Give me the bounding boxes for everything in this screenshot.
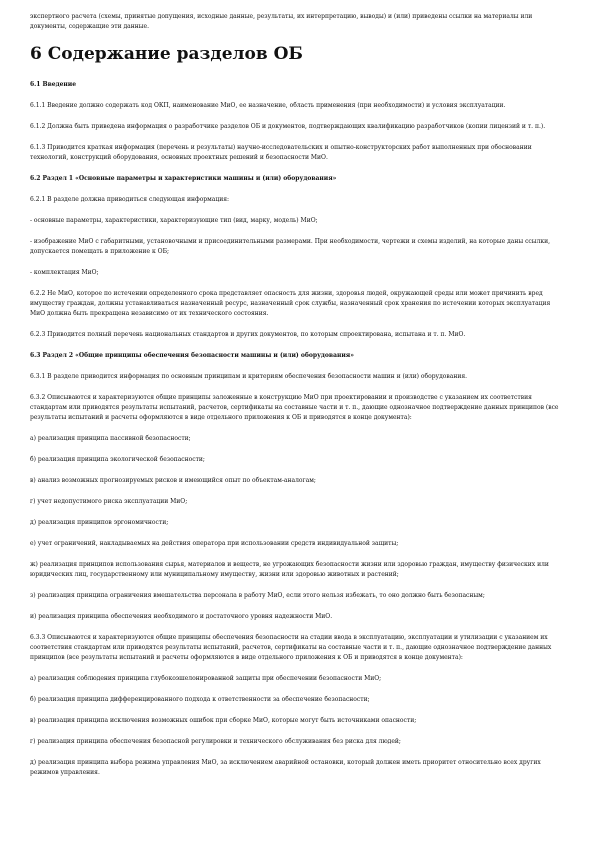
paragraph: 6.2.2 Не МиО, которое по истечении определенного срока представляет опасность для жизни, здоровья людей, окружающей среды или может причинить вред имуществу граждан, должны устанавливаться назначенный ресурс, назначенный срок службы, назначенный срок хранения по истечении которых эксплуатация МиО должна быть прекращена независимо от их технического состояния. — [30, 290, 551, 317]
paragraph: 6.3.1 В разделе приводится информация по основным принципам и критериям обеспечения безопасности машин и (или) оборудования. — [30, 373, 468, 380]
paragraph: 6.1.3 Приводится краткая информация (перечень и результаты) научно-исследовательских и опытно-конструкторских работ выполненных при обосновании технологий, конструкций оборудования, основных проектных решений и безопасности МиО. — [30, 144, 532, 161]
paragraph: и) реализация принципа обеспечения необходимого и достаточного уровня надежности МиО. — [30, 613, 333, 620]
paragraph: з) реализация принципа ограничения вмешательства персонала в работу МиО, если этого нельзя избежать, то оно должно быть безопасным; — [30, 592, 485, 599]
section-heading: 6 Содержание разделов ОБ — [30, 44, 303, 64]
paragraph: а) реализация соблюдения принципа глубокоэшелонированной защиты при обеспечении безопасности МиО; — [30, 675, 382, 682]
document-page — [30, 12, 562, 789]
paragraph: д) реализация принципа выбора режима управления МиО, за исключением аварийной остановки, который должен иметь приоритет относительно всех других режимов управления. — [30, 759, 541, 776]
paragraph: - основные параметры, характеристики, характеризующие тип (вид, марку, модель) МиО; — [30, 217, 318, 224]
paragraph: 6.3 Раздел 2 «Общие принципы обеспечения безопасности машины и (или) оборудования» — [30, 352, 354, 359]
paragraph: г) учет недопустимого риска эксплуатации МиО; — [30, 498, 188, 505]
paragraph: - изображение МиО с габаритными, установочными и присоединительными размерами. При необходимости, чертежи и схемы изделий, на которые даны ссылки, допускается помещать в приложение к ОБ; — [30, 238, 551, 255]
paragraph: 6.2.1 В разделе должна приводиться следующая информация: — [30, 196, 230, 203]
paragraph: а) реализация принципа пассивной безопасности; — [30, 435, 191, 442]
paragraph: 6.2.3 Приводится полный перечень национальных стандартов и других документов, по которым спроектирована, испытана и т. п. МиО. — [30, 331, 466, 338]
paragraph: б) реализация принципа дифференцированного подхода к ответственности за обеспечение безопасности; — [30, 696, 370, 703]
paragraph: е) учет ограничений, накладываемых на действия оператора при использовании средств индивидуальной защиты; — [30, 540, 399, 547]
paragraph: б) реализация принципа экологической безопасности; — [30, 456, 205, 463]
paragraph: 6.1.1 Введение должно содержать код ОКП, наименование МиО, ее назначение, область применения (при необходимости) и условия эксплуатации. — [30, 102, 506, 109]
paragraph: 6.3.3 Описываются и характеризуются общие принципы обеспечения безопасности на стадии ввода в эксплуатацию, эксплуатации и утилизации с указанием их соответствия стандартам или приводятся результаты испытаний, расчетов, сертификаты на составные части и т. п., дающие однозначное подтверждение данных принципов (все результаты испытаний и расчеты оформляются в виде отдельного приложения к ОБ и приводятся в конце документа): — [30, 634, 552, 661]
paragraph: 6.3.2 Описываются и характеризуются общие принципы заложенные в конструкцию МиО при проектировании и производстве с указанием их соответствия стандартам или приводятся результаты испытаний, расчетов, сертификаты на составные части и т. п., дающие однозначное подтверждение данных принципов (все результаты испытаний и расчеты оформляются в виде отдельного приложения к ОБ и приводятся в конце документа): — [30, 394, 559, 421]
paragraph: ж) реализация принципов использования сырья, материалов и веществ, не угрожающих безопасности жизни или здоровью граждан, имуществу физических или юридических лиц, государственному или муниципальному имуществу, жизни или здоровью животных и растений; — [30, 561, 549, 578]
paragraph: г) реализация принципа обеспечения безопасной регулировки и технического обслуживания без риска для людей; — [30, 738, 401, 745]
paragraph: 6.1 Введение — [30, 81, 77, 88]
paragraph: в) реализация принципа исключения возможных ошибок при сборке МиО, которые могут быть источниками опасности; — [30, 717, 417, 724]
paragraph: 6.2 Раздел 1 «Основные параметры и характеристики машины и (или) оборудования» — [30, 175, 337, 182]
paragraph: - комплектация МиО; — [30, 269, 99, 276]
paragraph: д) реализация принципов эргономичности; — [30, 519, 169, 526]
paragraph: в) анализ возможных прогнозируемых рисков и имеющийся опыт по объектам-аналогам; — [30, 477, 316, 484]
intro-paragraph: экспертного расчета (схемы, принятые допущения, исходные данные, результаты, их интерпретацию, выводы) и (или) приведены ссылки на материалы или документы, содержащие эти данные. — [30, 13, 533, 30]
paragraph: 6.1.2 Должна быть приведена информация о разработчике разделов ОБ и документов, подтверждающих квалификацию разработчиков (копии лицензий и т. п.). — [30, 123, 546, 130]
